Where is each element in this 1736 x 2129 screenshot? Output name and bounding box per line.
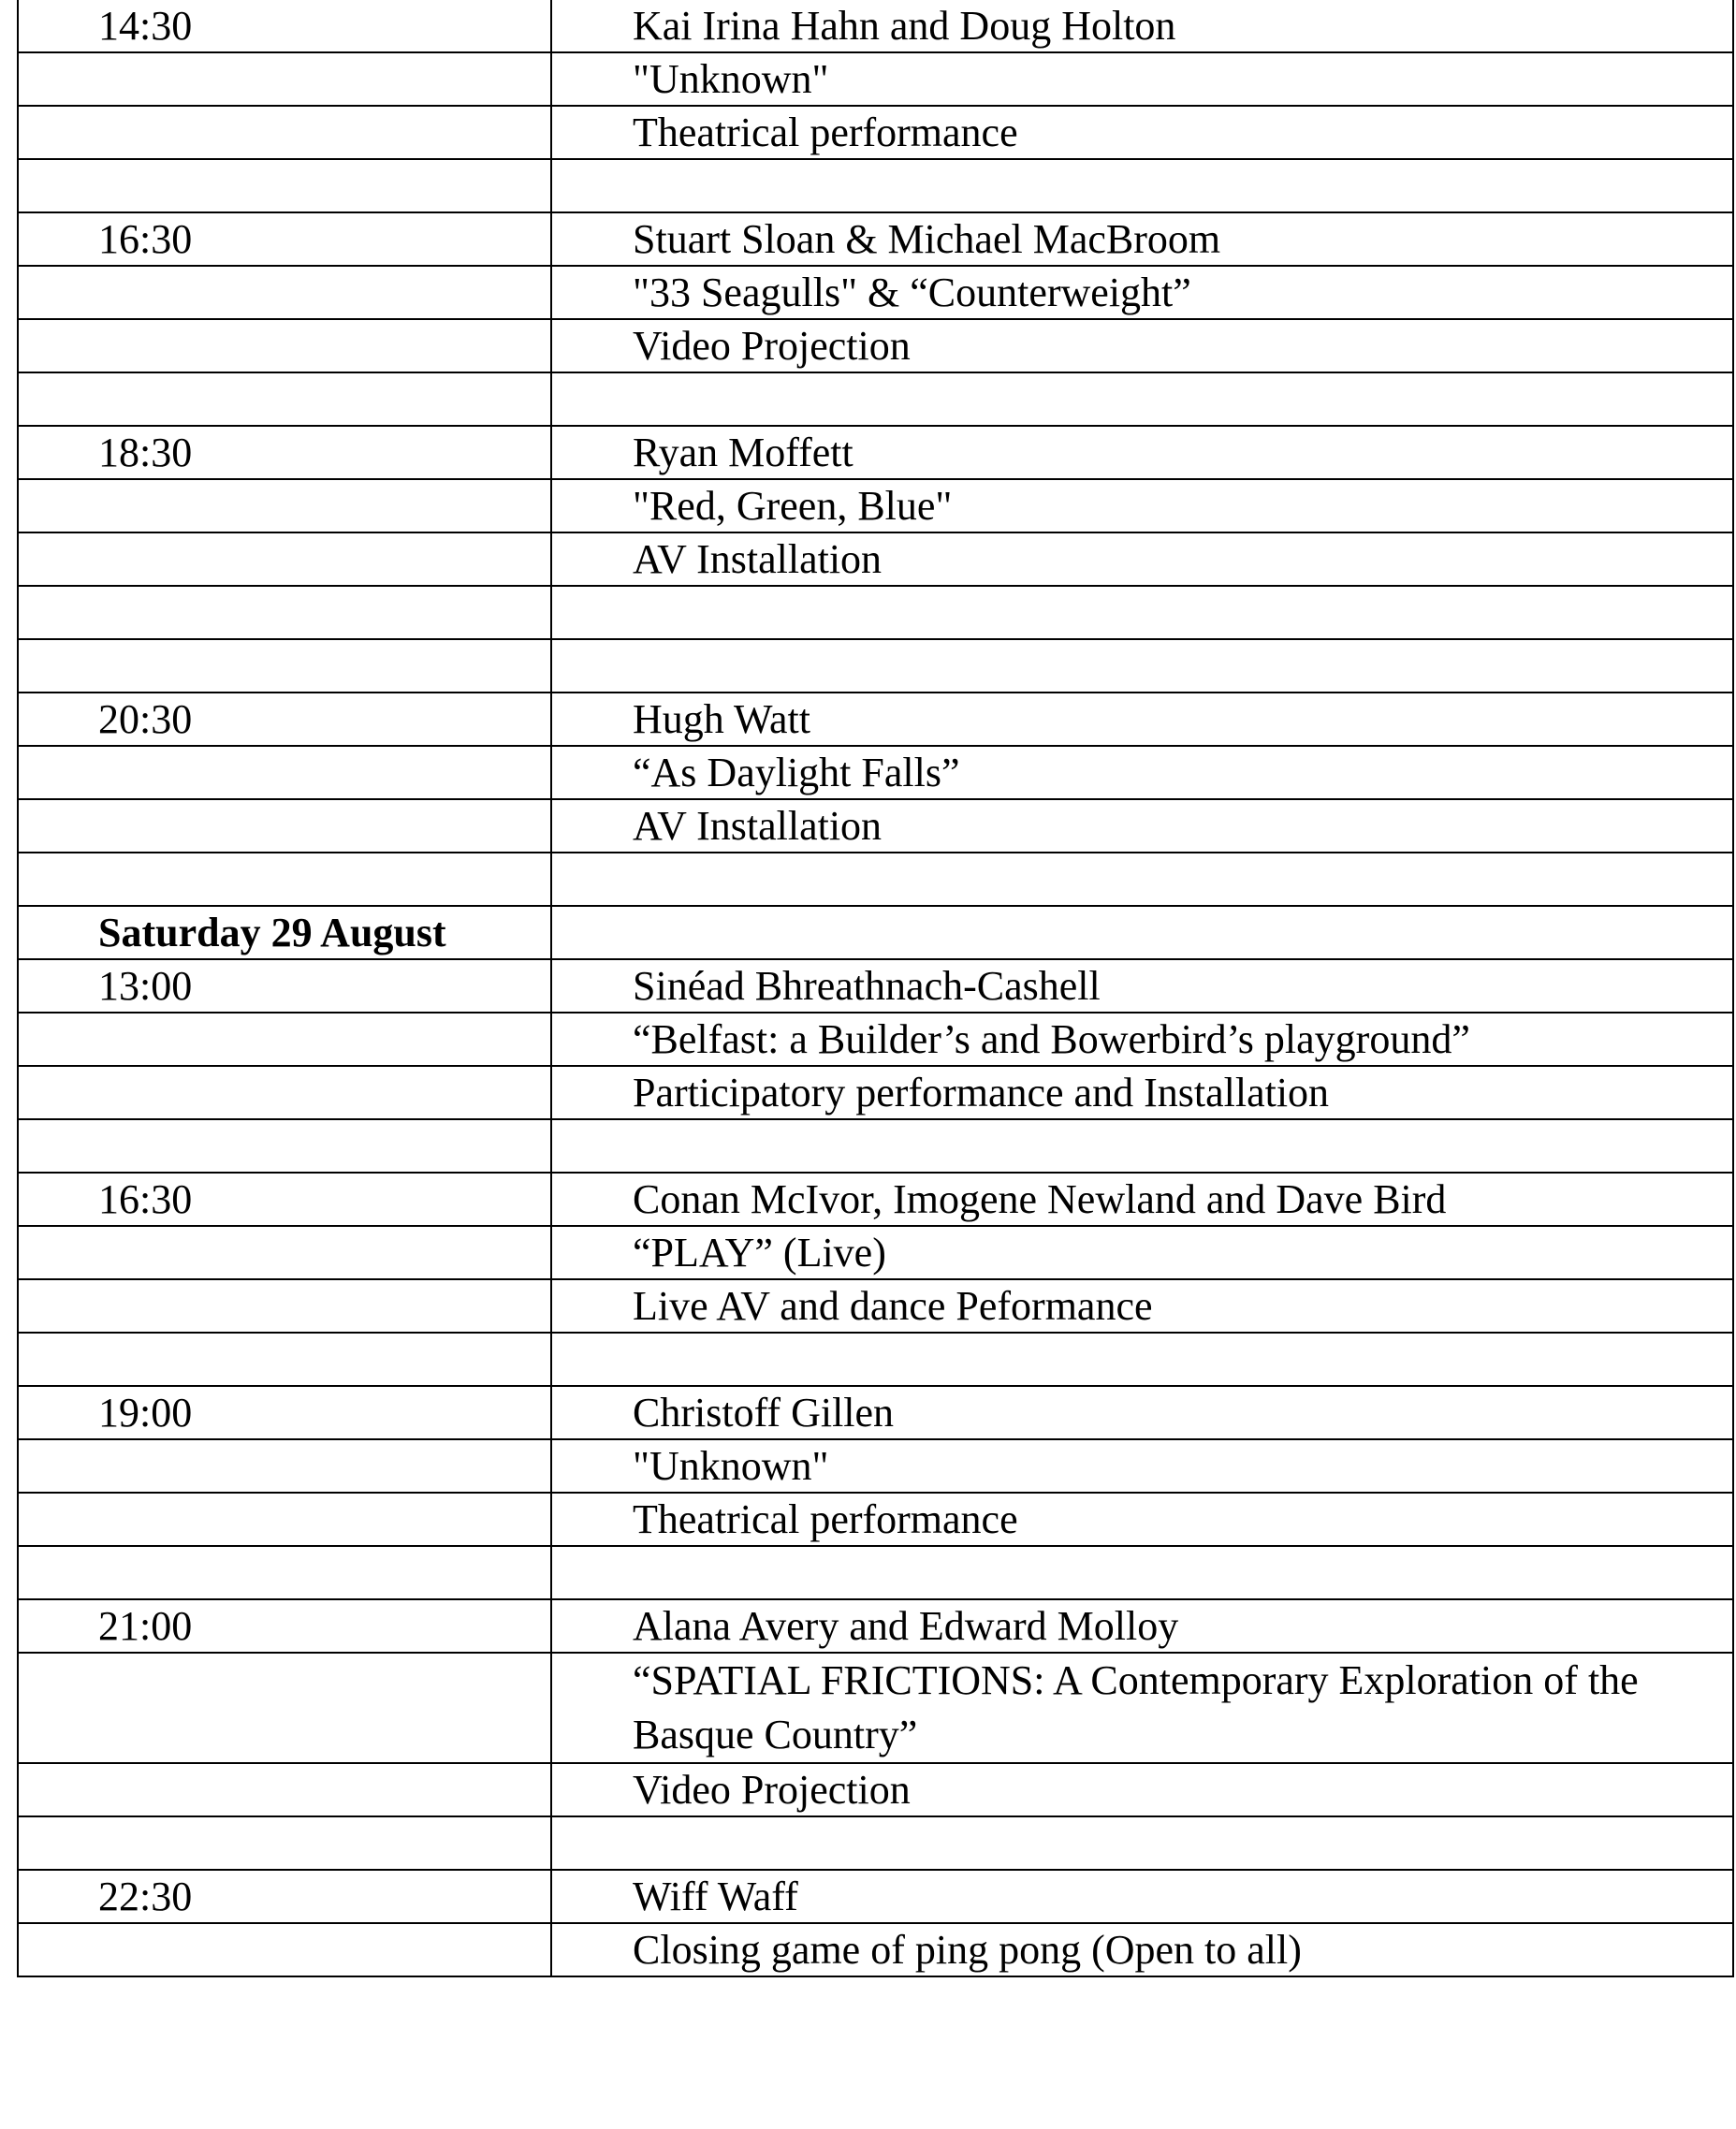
schedule-row [18,906,1733,959]
time-cell [18,1546,551,1599]
time-cell [18,1066,551,1119]
schedule-table [17,0,1734,1977]
schedule-row [18,1870,1733,1923]
time-cell: 21:00 [18,1599,551,1653]
event-cell: "33 Seagulls" & “Counterweight” [551,266,1733,319]
schedule-row [18,746,1733,799]
schedule-row [18,159,1733,212]
event-cell: Conan McIvor, Imogene Newland and Dave Bird [551,1173,1733,1226]
event-cell [551,906,1733,959]
schedule-row [18,479,1733,532]
event-cell: "Unknown" [551,52,1733,106]
event-cell: Ryan Moffett [551,426,1733,479]
event-cell: “Belfast: a Builder’s and Bowerbird’s playground” [551,1013,1733,1066]
time-cell [18,1279,551,1333]
time-cell [18,1226,551,1279]
schedule-row [18,1226,1733,1279]
event-cell: AV Installation [551,799,1733,853]
event-cell: Participatory performance and Installation [551,1066,1733,1119]
schedule-row [18,266,1733,319]
event-cell: Closing game of ping pong (Open to all) [551,1923,1733,1976]
schedule-row [18,853,1733,906]
time-cell: 20:30 [18,693,551,746]
event-cell: “SPATIAL FRICTIONS: A Contemporary Exploration of the Basque Country” [551,1653,1733,1763]
schedule-row [18,639,1733,693]
schedule-row [18,106,1733,159]
time-cell [18,1439,551,1493]
schedule-row [18,1066,1733,1119]
time-cell [18,52,551,106]
schedule-row [18,1493,1733,1546]
event-cell [551,1546,1733,1599]
time-cell [18,1816,551,1870]
event-cell: Hugh Watt [551,693,1733,746]
schedule-row [18,0,1733,52]
event-cell [551,586,1733,639]
event-cell: Kai Irina Hahn and Doug Holton [551,0,1733,52]
time-cell [18,746,551,799]
time-cell: 14:30 [18,0,551,52]
schedule-row [18,319,1733,372]
event-cell: “PLAY” (Live) [551,1226,1733,1279]
time-cell [18,1763,551,1816]
schedule-row [18,1816,1733,1870]
event-cell: Theatrical performance [551,1493,1733,1546]
time-cell [18,479,551,532]
day-heading: Saturday 29 August [18,906,551,959]
schedule-row [18,52,1733,106]
event-cell: Alana Avery and Edward Molloy [551,1599,1733,1653]
time-cell [18,1119,551,1173]
time-cell [18,586,551,639]
schedule-row [18,372,1733,426]
time-cell [18,853,551,906]
time-cell: 16:30 [18,212,551,266]
event-cell [551,1333,1733,1386]
schedule-row [18,1653,1733,1763]
schedule-row [18,1333,1733,1386]
event-cell: Stuart Sloan & Michael MacBroom [551,212,1733,266]
time-cell [18,532,551,586]
time-cell [18,1493,551,1546]
time-cell: 16:30 [18,1173,551,1226]
event-cell [551,1119,1733,1173]
time-cell [18,1013,551,1066]
time-cell [18,106,551,159]
event-cell [551,372,1733,426]
event-cell [551,639,1733,693]
event-cell: Theatrical performance [551,106,1733,159]
event-cell: “As Daylight Falls” [551,746,1733,799]
event-cell [551,853,1733,906]
schedule-row [18,532,1733,586]
event-cell: Video Projection [551,1763,1733,1816]
event-cell: Sinéad Bhreathnach-Cashell [551,959,1733,1013]
schedule-row [18,1119,1733,1173]
schedule-row [18,1279,1733,1333]
event-cell: Live AV and dance Peformance [551,1279,1733,1333]
time-cell [18,266,551,319]
schedule-row [18,586,1733,639]
time-cell: 18:30 [18,426,551,479]
schedule-row [18,1763,1733,1816]
time-cell [18,372,551,426]
time-cell: 13:00 [18,959,551,1013]
schedule-row [18,1599,1733,1653]
event-cell: Christoff Gillen [551,1386,1733,1439]
time-cell [18,319,551,372]
schedule-row [18,1923,1733,1976]
schedule-row [18,426,1733,479]
schedule-row [18,799,1733,853]
schedule-row [18,1013,1733,1066]
time-cell: 22:30 [18,1870,551,1923]
schedule-body [18,0,1733,1976]
time-cell [18,799,551,853]
time-cell [18,1923,551,1976]
time-cell [18,159,551,212]
event-cell: Wiff Waff [551,1870,1733,1923]
event-cell [551,159,1733,212]
schedule-row [18,1439,1733,1493]
event-cell [551,1816,1733,1870]
event-cell: "Unknown" [551,1439,1733,1493]
schedule-row [18,212,1733,266]
schedule-row [18,959,1733,1013]
schedule-row [18,1173,1733,1226]
event-cell: "Red, Green, Blue" [551,479,1733,532]
time-cell [18,639,551,693]
event-cell: AV Installation [551,532,1733,586]
time-cell [18,1653,551,1763]
schedule-row [18,693,1733,746]
time-cell: 19:00 [18,1386,551,1439]
event-cell: Video Projection [551,319,1733,372]
schedule-row [18,1546,1733,1599]
schedule-row [18,1386,1733,1439]
time-cell [18,1333,551,1386]
